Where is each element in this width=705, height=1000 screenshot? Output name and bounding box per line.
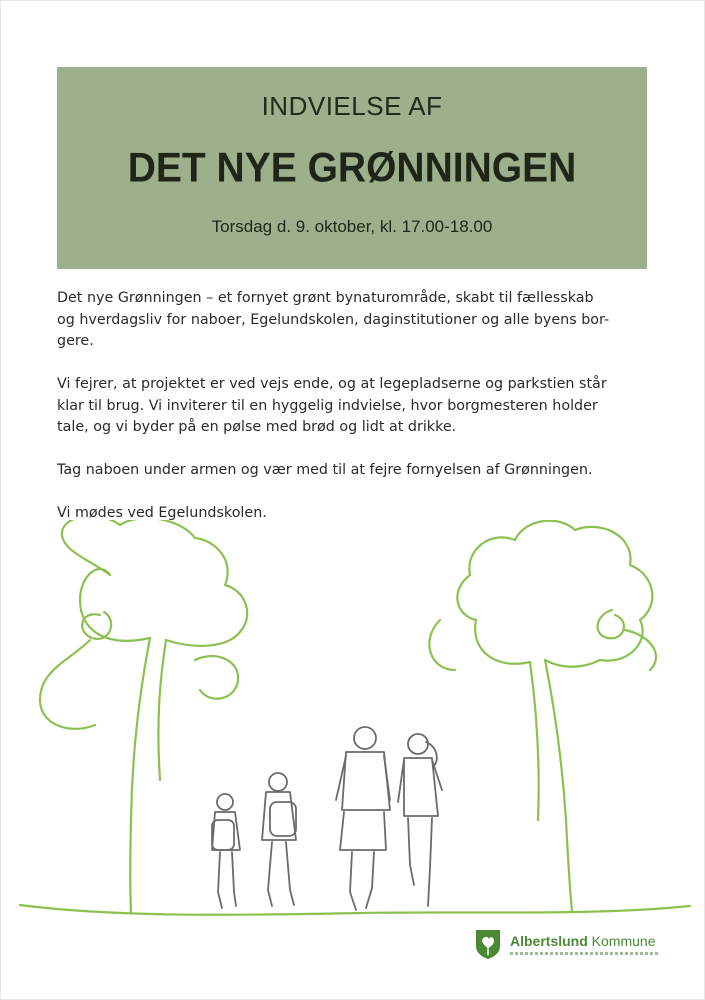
paragraph-meeting-place: Vi mødes ved Egelundskolen. (57, 505, 267, 521)
right-tree-trunk-inner (530, 662, 539, 820)
title-banner (57, 67, 647, 269)
municipality-tagline (510, 952, 660, 955)
municipality-logo (474, 928, 654, 968)
adult-man-walking (336, 727, 390, 910)
banner-title: DET NYE GRØNNINGEN (127, 145, 577, 192)
right-tree-swirl (597, 610, 623, 638)
trees-line-art (20, 520, 690, 915)
event-date: Torsdag d. 9. oktober, kl. 17.00-18.00 (211, 217, 493, 236)
paragraph-invite: Tag naboen under armen og vær med til at fejre fornyelsen af Grønningen. (57, 462, 593, 478)
adult-woman-walking (398, 734, 442, 906)
right-tree-left-leaf (429, 620, 455, 670)
banner-kicker: INDVIELSE AF (261, 91, 443, 121)
municipality-name-part1: Albertslund (510, 933, 588, 949)
left-tree-canopy (62, 520, 247, 646)
left-tree-swirl (82, 612, 111, 639)
left-tree-lower-leaf (40, 640, 95, 729)
right-tree-canopy (457, 521, 652, 667)
right-tree-trunk (545, 660, 572, 912)
paragraph-celebration: Vi fejrer, at projektet er ved vejs ende, og at legepladserne og parkstien står klar til brug. Vi inviterer til en hyggelig indvielse, hvor borgmesteren holder tale, og vi byder på en pølse med brød og lidt at drikke. (57, 376, 607, 435)
left-tree-trunk (130, 638, 150, 912)
paragraph-intro: Det nye Grønningen – et fornyet grønt bynaturområde, skabt til fællesskab og hverdagsliv for naboer, Egelundskolen, daginstitutioner og alle byens bor- gere. (57, 290, 610, 349)
right-tree-side-leaf (625, 630, 656, 670)
park-illustration (0, 520, 705, 930)
left-tree-trunk-inner (158, 640, 166, 780)
municipality-name-part2: Kommune (587, 933, 656, 949)
municipality-name (510, 933, 655, 949)
left-tree-side-leaf (195, 656, 238, 699)
coat-of-arms-icon (474, 928, 502, 960)
people-line-art (212, 727, 442, 910)
child-with-backpack-2 (262, 773, 296, 906)
child-with-backpack-1 (212, 794, 240, 908)
invitation-text (57, 288, 652, 546)
